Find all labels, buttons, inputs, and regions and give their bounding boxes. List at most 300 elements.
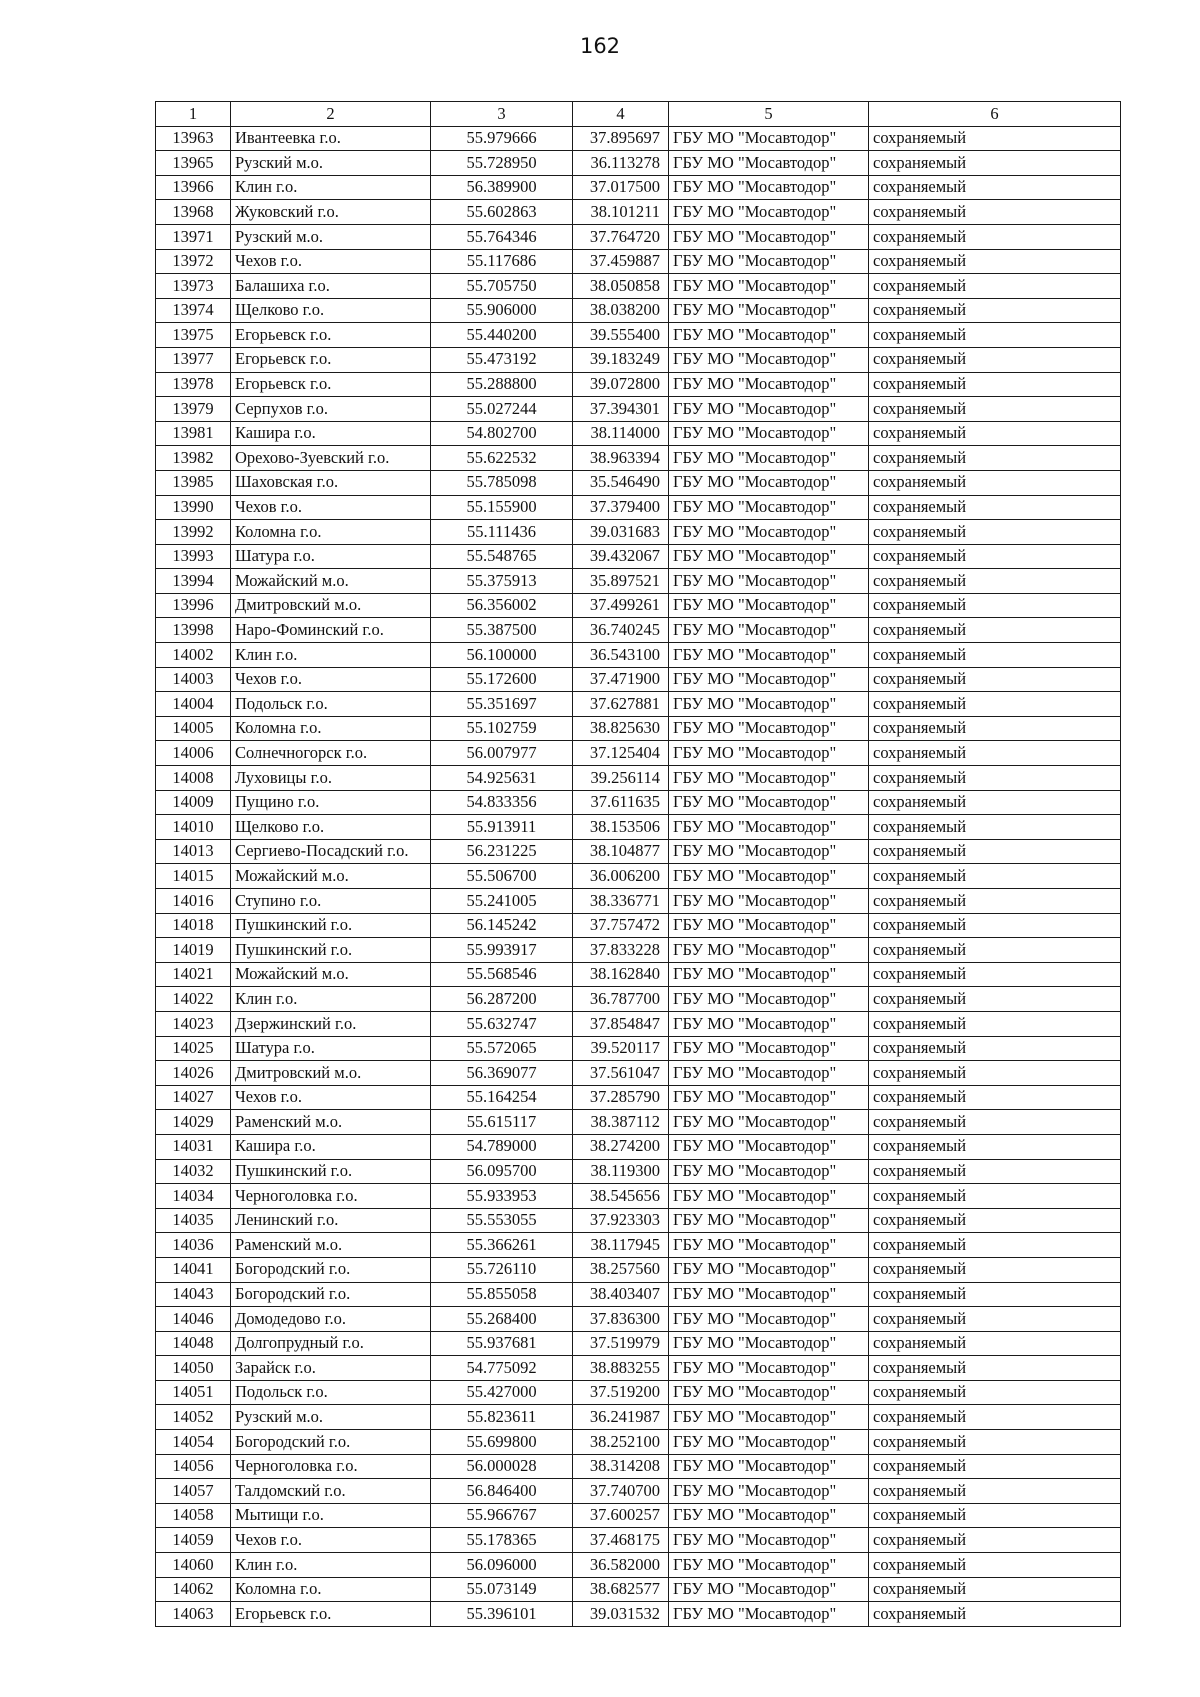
organization-cell: ГБУ МО "Мосавтодор" [669, 274, 869, 299]
longitude-cell: 37.854847 [573, 1011, 669, 1036]
organization-cell: ГБУ МО "Мосавтодор" [669, 790, 869, 815]
latitude-cell: 55.351697 [431, 692, 573, 717]
table-row [156, 274, 1121, 299]
municipality-cell: Талдомский г.о. [231, 1479, 431, 1504]
organization-cell: ГБУ МО "Мосавтодор" [669, 1085, 869, 1110]
latitude-cell: 55.632747 [431, 1011, 573, 1036]
status-cell: сохраняемый [869, 249, 1121, 274]
table-row [156, 1184, 1121, 1209]
table-row [156, 864, 1121, 889]
table-row [156, 716, 1121, 741]
latitude-cell: 56.145242 [431, 913, 573, 938]
municipality-cell: Рузский м.о. [231, 224, 431, 249]
object-id-cell: 14019 [156, 938, 231, 963]
table-row [156, 249, 1121, 274]
latitude-cell: 54.789000 [431, 1134, 573, 1159]
object-id-cell: 14057 [156, 1479, 231, 1504]
longitude-cell: 37.519200 [573, 1380, 669, 1405]
municipality-cell: Пушкинский г.о. [231, 938, 431, 963]
object-id-cell: 14036 [156, 1233, 231, 1258]
municipality-cell: Богородский г.о. [231, 1282, 431, 1307]
table-row [156, 1380, 1121, 1405]
longitude-cell: 37.285790 [573, 1085, 669, 1110]
organization-cell: ГБУ МО "Мосавтодор" [669, 815, 869, 840]
latitude-cell: 55.288800 [431, 372, 573, 397]
longitude-cell: 38.252100 [573, 1430, 669, 1455]
status-cell: сохраняемый [869, 446, 1121, 471]
latitude-cell: 56.231225 [431, 839, 573, 864]
longitude-cell: 39.072800 [573, 372, 669, 397]
organization-cell: ГБУ МО "Мосавтодор" [669, 1208, 869, 1233]
table-row [156, 1208, 1121, 1233]
object-id-cell: 14043 [156, 1282, 231, 1307]
organization-cell: ГБУ МО "Мосавтодор" [669, 249, 869, 274]
object-id-cell: 13985 [156, 470, 231, 495]
object-id-cell: 13992 [156, 520, 231, 545]
latitude-cell: 55.728950 [431, 151, 573, 176]
latitude-cell: 55.726110 [431, 1257, 573, 1282]
status-cell: сохраняемый [869, 1528, 1121, 1553]
object-id-cell: 13963 [156, 126, 231, 151]
organization-cell: ГБУ МО "Мосавтодор" [669, 569, 869, 594]
organization-cell: ГБУ МО "Мосавтодор" [669, 1282, 869, 1307]
object-id-cell: 13965 [156, 151, 231, 176]
object-id-cell: 14060 [156, 1553, 231, 1578]
municipality-cell: Егорьевск г.о. [231, 1602, 431, 1627]
organization-cell: ГБУ МО "Мосавтодор" [669, 1233, 869, 1258]
table-row [156, 593, 1121, 618]
latitude-cell: 55.473192 [431, 347, 573, 372]
organization-cell: ГБУ МО "Мосавтодор" [669, 1036, 869, 1061]
object-id-cell: 14009 [156, 790, 231, 815]
organization-cell: ГБУ МО "Мосавтодор" [669, 766, 869, 791]
municipality-cell: Чехов г.о. [231, 1085, 431, 1110]
organization-cell: ГБУ МО "Мосавтодор" [669, 323, 869, 348]
latitude-cell: 55.764346 [431, 224, 573, 249]
status-cell: сохраняемый [869, 1011, 1121, 1036]
longitude-cell: 39.183249 [573, 347, 669, 372]
municipality-cell: Дмитровский м.о. [231, 593, 431, 618]
object-id-cell: 14062 [156, 1577, 231, 1602]
municipality-cell: Щелково г.о. [231, 298, 431, 323]
longitude-cell: 38.050858 [573, 274, 669, 299]
longitude-cell: 37.394301 [573, 397, 669, 422]
municipality-cell: Егорьевск г.о. [231, 347, 431, 372]
organization-cell: ГБУ МО "Мосавтодор" [669, 298, 869, 323]
table-row [156, 298, 1121, 323]
status-cell: сохраняемый [869, 1159, 1121, 1184]
municipality-cell: Наро-Фоминский г.о. [231, 618, 431, 643]
table-row [156, 1577, 1121, 1602]
object-id-cell: 14029 [156, 1110, 231, 1135]
status-cell: сохраняемый [869, 200, 1121, 225]
table-row [156, 200, 1121, 225]
table-row [156, 569, 1121, 594]
status-cell: сохраняемый [869, 126, 1121, 151]
longitude-cell: 37.764720 [573, 224, 669, 249]
object-id-cell: 14058 [156, 1503, 231, 1528]
organization-cell: ГБУ МО "Мосавтодор" [669, 1159, 869, 1184]
municipality-cell: Дмитровский м.о. [231, 1061, 431, 1086]
status-cell: сохраняемый [869, 962, 1121, 987]
organization-cell: ГБУ МО "Мосавтодор" [669, 1602, 869, 1627]
latitude-cell: 55.241005 [431, 889, 573, 914]
object-id-cell: 14032 [156, 1159, 231, 1184]
table-body [156, 126, 1121, 1626]
status-cell: сохраняемый [869, 421, 1121, 446]
object-id-cell: 14026 [156, 1061, 231, 1086]
organization-cell: ГБУ МО "Мосавтодор" [669, 126, 869, 151]
object-id-cell: 13972 [156, 249, 231, 274]
status-cell: сохраняемый [869, 1430, 1121, 1455]
longitude-cell: 37.836300 [573, 1307, 669, 1332]
object-id-cell: 14016 [156, 889, 231, 914]
organization-cell: ГБУ МО "Мосавтодор" [669, 593, 869, 618]
organization-cell: ГБУ МО "Мосавтодор" [669, 224, 869, 249]
longitude-cell: 36.543100 [573, 643, 669, 668]
object-id-cell: 14008 [156, 766, 231, 791]
status-cell: сохраняемый [869, 839, 1121, 864]
table-row [156, 151, 1121, 176]
longitude-cell: 37.125404 [573, 741, 669, 766]
latitude-cell: 55.913911 [431, 815, 573, 840]
table-row [156, 446, 1121, 471]
longitude-cell: 39.432067 [573, 544, 669, 569]
table-row [156, 421, 1121, 446]
header-cell: 1 [156, 102, 231, 127]
latitude-cell: 55.622532 [431, 446, 573, 471]
table-row [156, 889, 1121, 914]
latitude-cell: 55.117686 [431, 249, 573, 274]
organization-cell: ГБУ МО "Мосавтодор" [669, 643, 869, 668]
organization-cell: ГБУ МО "Мосавтодор" [669, 864, 869, 889]
longitude-cell: 38.336771 [573, 889, 669, 914]
status-cell: сохраняемый [869, 741, 1121, 766]
object-id-cell: 14021 [156, 962, 231, 987]
municipality-cell: Егорьевск г.о. [231, 372, 431, 397]
status-cell: сохраняемый [869, 716, 1121, 741]
longitude-cell: 36.582000 [573, 1553, 669, 1578]
table-row [156, 495, 1121, 520]
latitude-cell: 56.000028 [431, 1454, 573, 1479]
data-table [155, 101, 1121, 1627]
longitude-cell: 38.101211 [573, 200, 669, 225]
latitude-cell: 55.375913 [431, 569, 573, 594]
status-cell: сохраняемый [869, 1307, 1121, 1332]
longitude-cell: 37.611635 [573, 790, 669, 815]
organization-cell: ГБУ МО "Мосавтодор" [669, 962, 869, 987]
municipality-cell: Коломна г.о. [231, 520, 431, 545]
municipality-cell: Пушкинский г.о. [231, 913, 431, 938]
table-row [156, 1011, 1121, 1036]
status-cell: сохраняемый [869, 1479, 1121, 1504]
object-id-cell: 14054 [156, 1430, 231, 1455]
latitude-cell: 55.027244 [431, 397, 573, 422]
municipality-cell: Чехов г.о. [231, 1528, 431, 1553]
table-row [156, 987, 1121, 1012]
object-id-cell: 13993 [156, 544, 231, 569]
object-id-cell: 14052 [156, 1405, 231, 1430]
municipality-cell: Черноголовка г.о. [231, 1184, 431, 1209]
latitude-cell: 55.906000 [431, 298, 573, 323]
longitude-cell: 38.257560 [573, 1257, 669, 1282]
latitude-cell: 55.966767 [431, 1503, 573, 1528]
longitude-cell: 35.546490 [573, 470, 669, 495]
status-cell: сохраняемый [869, 151, 1121, 176]
header-cell: 6 [869, 102, 1121, 127]
table-row [156, 741, 1121, 766]
status-cell: сохраняемый [869, 1036, 1121, 1061]
status-cell: сохраняемый [869, 1257, 1121, 1282]
organization-cell: ГБУ МО "Мосавтодор" [669, 938, 869, 963]
status-cell: сохраняемый [869, 864, 1121, 889]
municipality-cell: Ступино г.о. [231, 889, 431, 914]
table-row [156, 1282, 1121, 1307]
latitude-cell: 55.396101 [431, 1602, 573, 1627]
table-row [156, 1405, 1121, 1430]
latitude-cell: 55.155900 [431, 495, 573, 520]
longitude-cell: 39.031683 [573, 520, 669, 545]
longitude-cell: 37.459887 [573, 249, 669, 274]
object-id-cell: 14035 [156, 1208, 231, 1233]
organization-cell: ГБУ МО "Мосавтодор" [669, 151, 869, 176]
latitude-cell: 55.933953 [431, 1184, 573, 1209]
longitude-cell: 37.379400 [573, 495, 669, 520]
status-cell: сохраняемый [869, 938, 1121, 963]
longitude-cell: 37.740700 [573, 1479, 669, 1504]
object-id-cell: 14015 [156, 864, 231, 889]
latitude-cell: 55.440200 [431, 323, 573, 348]
municipality-cell: Долгопрудный г.о. [231, 1331, 431, 1356]
object-id-cell: 14056 [156, 1454, 231, 1479]
table-row [156, 1356, 1121, 1381]
organization-cell: ГБУ МО "Мосавтодор" [669, 667, 869, 692]
organization-cell: ГБУ МО "Мосавтодор" [669, 618, 869, 643]
table-row [156, 1331, 1121, 1356]
table-row [156, 643, 1121, 668]
object-id-cell: 13973 [156, 274, 231, 299]
table-row [156, 224, 1121, 249]
table-row [156, 1085, 1121, 1110]
object-id-cell: 14018 [156, 913, 231, 938]
latitude-cell: 55.268400 [431, 1307, 573, 1332]
organization-cell: ГБУ МО "Мосавтодор" [669, 692, 869, 717]
municipality-cell: Черноголовка г.о. [231, 1454, 431, 1479]
municipality-cell: Коломна г.о. [231, 716, 431, 741]
municipality-cell: Богородский г.о. [231, 1430, 431, 1455]
object-id-cell: 14027 [156, 1085, 231, 1110]
table-row [156, 618, 1121, 643]
object-id-cell: 14051 [156, 1380, 231, 1405]
longitude-cell: 37.627881 [573, 692, 669, 717]
page-number: 162 [579, 34, 621, 58]
table-row [156, 1528, 1121, 1553]
organization-cell: ГБУ МО "Мосавтодор" [669, 175, 869, 200]
organization-cell: ГБУ МО "Мосавтодор" [669, 1479, 869, 1504]
organization-cell: ГБУ МО "Мосавтодор" [669, 1110, 869, 1135]
latitude-cell: 55.699800 [431, 1430, 573, 1455]
municipality-cell: Чехов г.о. [231, 249, 431, 274]
status-cell: сохраняемый [869, 766, 1121, 791]
latitude-cell: 55.705750 [431, 274, 573, 299]
organization-cell: ГБУ МО "Мосавтодор" [669, 1503, 869, 1528]
object-id-cell: 14050 [156, 1356, 231, 1381]
latitude-cell: 55.111436 [431, 520, 573, 545]
table-row [156, 1061, 1121, 1086]
object-id-cell: 14041 [156, 1257, 231, 1282]
municipality-cell: Щелково г.о. [231, 815, 431, 840]
municipality-cell: Подольск г.о. [231, 692, 431, 717]
municipality-cell: Кашира г.о. [231, 1134, 431, 1159]
table-row [156, 839, 1121, 864]
status-cell: сохраняемый [869, 815, 1121, 840]
organization-cell: ГБУ МО "Мосавтодор" [669, 446, 869, 471]
longitude-cell: 38.119300 [573, 1159, 669, 1184]
status-cell: сохраняемый [869, 889, 1121, 914]
object-id-cell: 14010 [156, 815, 231, 840]
header-row [156, 102, 1121, 127]
municipality-cell: Жуковский г.о. [231, 200, 431, 225]
municipality-cell: Егорьевск г.о. [231, 323, 431, 348]
latitude-cell: 55.602863 [431, 200, 573, 225]
status-cell: сохраняемый [869, 298, 1121, 323]
latitude-cell: 55.073149 [431, 1577, 573, 1602]
latitude-cell: 56.369077 [431, 1061, 573, 1086]
table-row [156, 1430, 1121, 1455]
latitude-cell: 55.979666 [431, 126, 573, 151]
table-row [156, 1454, 1121, 1479]
municipality-cell: Зарайск г.о. [231, 1356, 431, 1381]
municipality-cell: Пушкинский г.о. [231, 1159, 431, 1184]
municipality-cell: Луховицы г.о. [231, 766, 431, 791]
status-cell: сохраняемый [869, 470, 1121, 495]
status-cell: сохраняемый [869, 1405, 1121, 1430]
organization-cell: ГБУ МО "Мосавтодор" [669, 1257, 869, 1282]
latitude-cell: 55.548765 [431, 544, 573, 569]
object-id-cell: 13994 [156, 569, 231, 594]
status-cell: сохраняемый [869, 175, 1121, 200]
organization-cell: ГБУ МО "Мосавтодор" [669, 741, 869, 766]
longitude-cell: 38.682577 [573, 1577, 669, 1602]
status-cell: сохраняемый [869, 520, 1121, 545]
table-row [156, 913, 1121, 938]
organization-cell: ГБУ МО "Мосавтодор" [669, 1577, 869, 1602]
object-id-cell: 13996 [156, 593, 231, 618]
municipality-cell: Ленинский г.о. [231, 1208, 431, 1233]
municipality-cell: Клин г.о. [231, 643, 431, 668]
municipality-cell: Коломна г.о. [231, 1577, 431, 1602]
longitude-cell: 39.520117 [573, 1036, 669, 1061]
table-row [156, 790, 1121, 815]
longitude-cell: 38.153506 [573, 815, 669, 840]
latitude-cell: 55.387500 [431, 618, 573, 643]
header-cell: 5 [669, 102, 869, 127]
longitude-cell: 37.468175 [573, 1528, 669, 1553]
latitude-cell: 56.007977 [431, 741, 573, 766]
organization-cell: ГБУ МО "Мосавтодор" [669, 1528, 869, 1553]
latitude-cell: 55.427000 [431, 1380, 573, 1405]
table-row [156, 520, 1121, 545]
object-id-cell: 13982 [156, 446, 231, 471]
table-row [156, 766, 1121, 791]
object-id-cell: 14046 [156, 1307, 231, 1332]
organization-cell: ГБУ МО "Мосавтодор" [669, 1307, 869, 1332]
status-cell: сохраняемый [869, 987, 1121, 1012]
object-id-cell: 14003 [156, 667, 231, 692]
table-row [156, 175, 1121, 200]
status-cell: сохраняемый [869, 1331, 1121, 1356]
longitude-cell: 36.006200 [573, 864, 669, 889]
organization-cell: ГБУ МО "Мосавтодор" [669, 470, 869, 495]
table-row [156, 667, 1121, 692]
longitude-cell: 37.757472 [573, 913, 669, 938]
organization-cell: ГБУ МО "Мосавтодор" [669, 520, 869, 545]
municipality-cell: Клин г.о. [231, 1553, 431, 1578]
latitude-cell: 54.925631 [431, 766, 573, 791]
organization-cell: ГБУ МО "Мосавтодор" [669, 544, 869, 569]
municipality-cell: Клин г.о. [231, 175, 431, 200]
object-id-cell: 14022 [156, 987, 231, 1012]
status-cell: сохраняемый [869, 347, 1121, 372]
status-cell: сохраняемый [869, 1356, 1121, 1381]
latitude-cell: 56.096000 [431, 1553, 573, 1578]
table-row [156, 126, 1121, 151]
longitude-cell: 39.555400 [573, 323, 669, 348]
longitude-cell: 37.600257 [573, 1503, 669, 1528]
status-cell: сохраняемый [869, 1110, 1121, 1135]
latitude-cell: 55.615117 [431, 1110, 573, 1135]
table-row [156, 1134, 1121, 1159]
object-id-cell: 13971 [156, 224, 231, 249]
status-cell: сохраняемый [869, 495, 1121, 520]
status-cell: сохраняемый [869, 790, 1121, 815]
longitude-cell: 37.017500 [573, 175, 669, 200]
object-id-cell: 14013 [156, 839, 231, 864]
table-row [156, 323, 1121, 348]
latitude-cell: 55.102759 [431, 716, 573, 741]
organization-cell: ГБУ МО "Мосавтодор" [669, 1011, 869, 1036]
object-id-cell: 14048 [156, 1331, 231, 1356]
municipality-cell: Домодедово г.о. [231, 1307, 431, 1332]
municipality-cell: Можайский м.о. [231, 962, 431, 987]
object-id-cell: 14063 [156, 1602, 231, 1627]
object-id-cell: 14005 [156, 716, 231, 741]
longitude-cell: 37.519979 [573, 1331, 669, 1356]
longitude-cell: 38.117945 [573, 1233, 669, 1258]
object-id-cell: 14034 [156, 1184, 231, 1209]
municipality-cell: Можайский м.о. [231, 569, 431, 594]
latitude-cell: 55.823611 [431, 1405, 573, 1430]
longitude-cell: 37.561047 [573, 1061, 669, 1086]
object-id-cell: 13978 [156, 372, 231, 397]
object-id-cell: 13977 [156, 347, 231, 372]
object-id-cell: 14031 [156, 1134, 231, 1159]
longitude-cell: 36.787700 [573, 987, 669, 1012]
organization-cell: ГБУ МО "Мосавтодор" [669, 421, 869, 446]
status-cell: сохраняемый [869, 1208, 1121, 1233]
longitude-cell: 38.883255 [573, 1356, 669, 1381]
object-id-cell: 13979 [156, 397, 231, 422]
organization-cell: ГБУ МО "Мосавтодор" [669, 1405, 869, 1430]
table-row [156, 397, 1121, 422]
status-cell: сохраняемый [869, 618, 1121, 643]
status-cell: сохраняемый [869, 544, 1121, 569]
status-cell: сохраняемый [869, 323, 1121, 348]
latitude-cell: 54.833356 [431, 790, 573, 815]
municipality-cell: Чехов г.о. [231, 495, 431, 520]
longitude-cell: 38.038200 [573, 298, 669, 323]
longitude-cell: 38.403407 [573, 1282, 669, 1307]
